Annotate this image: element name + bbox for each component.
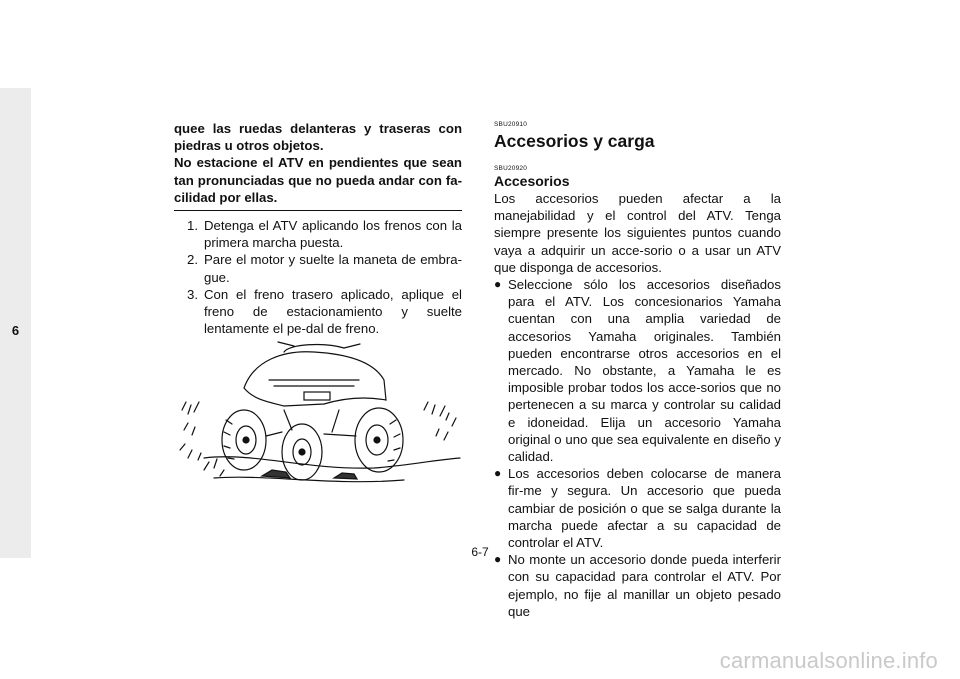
step-item [174, 286, 462, 338]
list-item [494, 276, 781, 465]
bullet-text: Seleccione sólo los accesorios diseñados para el ATV. Los concesionarios Yamaha cuentan con una amplia variedad de accesorios Yamaha originales. También pueden encontrarse otros accesorios en el mercado. No obstante, a Yamaha le es imposible probar todos los acce-sorios que no pertenecen a su marca y controlar su calidad e idoneidad. Elija un accesorio Yamaha original o uno que sea equivalente en diseño y calidad. [508, 277, 781, 465]
chapter-number: 6 [11, 323, 20, 338]
step-text: Pare el motor y suelte la maneta de embra-gue. [204, 252, 462, 285]
parking-steps [174, 217, 462, 337]
step-item [174, 217, 462, 251]
left-column [174, 120, 462, 337]
warning-line-2: No estacione el ATV en pendientes que sean tan pronunciadas que no pueda andar con fa-cilidad por ellas. [174, 155, 462, 205]
watermark: carmanualsonline.info [719, 648, 938, 673]
step-text: Con el freno trasero aplicado, aplique el freno de estacionamiento y suelte lentamente el pe-dal de freno. [204, 286, 462, 337]
list-item [494, 551, 781, 620]
section-code: SBU20910 [494, 121, 528, 128]
step-number: 1. [187, 218, 198, 234]
accessory-bullets [494, 276, 781, 620]
warning-line-1: quee las ruedas delanteras y traseras con piedras u otros objetos. [174, 121, 462, 154]
bullet-icon: ● [494, 552, 502, 567]
bullet-icon: ● [494, 277, 502, 292]
page-number: 6-7 [471, 545, 489, 559]
section-title: Accesorios y carga [494, 131, 655, 151]
atv-illustration [174, 340, 462, 490]
subsection-code: SBU20920 [494, 165, 528, 172]
step-item [174, 251, 462, 285]
step-number: 3. [187, 286, 198, 302]
list-item [494, 465, 781, 551]
bullet-text: Los accesorios deben colocarse de manera fir-me y segura. Un accesorio que pueda cambiar de posición o que se salga durante la marcha puede afectar a su capacidad de controlar el ATV. [508, 466, 781, 551]
intro-paragraph: Los accesorios pueden afectar a la manejabilidad y el control del ATV. Tenga siempre presente los siguientes puntos cuando vaya a adquirir un acce-sorio o a usar un ATV que disponga de accesorios. [494, 191, 781, 275]
chapter-tab [0, 88, 31, 558]
step-text: Detenga el ATV aplicando los frenos con la primera marcha puesta. [204, 218, 462, 251]
bullet-text: No monte un accesorio donde pueda interferir con su capacidad para controlar el ATV. Por ejemplo, no fije al manillar un objeto pesado que [508, 552, 781, 619]
subsection-title: Accesorios [494, 173, 570, 189]
step-number: 2. [187, 252, 198, 268]
bullet-icon: ● [494, 466, 502, 481]
warning-divider [174, 210, 462, 211]
